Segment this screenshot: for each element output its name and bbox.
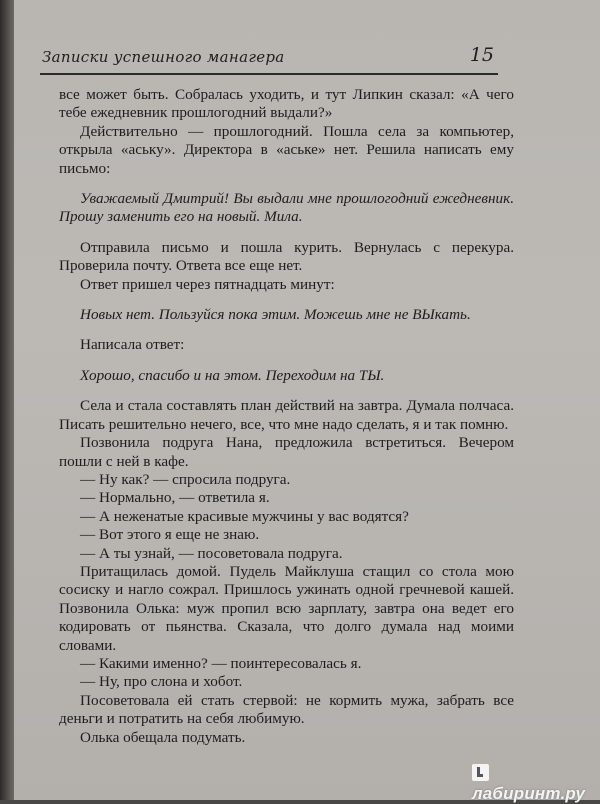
paragraph: Ответ пришел через пятнадцать минут:	[80, 275, 335, 293]
paragraph: Написала ответ:	[80, 336, 185, 354]
dialogue-line: — Ну, про слона и хобот.	[80, 673, 243, 691]
dialogue-line: — А ты узнай, — посоветовала подруга.	[80, 544, 343, 562]
dialogue-line: — Вот этого я еще не знаю.	[80, 526, 260, 544]
dialogue-line: — Нормально, — ответила я.	[80, 489, 270, 507]
paragraph: Притащилась домой. Пудель Майклуша стащил со стола мою сосиску и нагло сожрал. Пришлось ужинать одной гречневой кашей. Позвонила Олька: муж пропил всю зарплату, завтра она ведет его кодировать от пьянства. Сказала, что долго думала над моими словами.	[59, 562, 514, 654]
labirint-logo-icon	[472, 764, 489, 781]
paragraph: Позвонила подруга Нана, предложила встретиться. Вечером пошли с ней в кафе.	[59, 434, 514, 470]
paragraph: все может быть. Собралась уходить, и тут Липкин сказал: «А чего тебе ежедневник прошлогодний выдали?»	[59, 86, 514, 122]
italic-letter: Новых нет. Пользуйся пока этим. Можешь мне не ВЫкать.	[80, 306, 471, 324]
paragraph: Олька обещала подумать.	[80, 728, 246, 746]
page-number: 15	[469, 44, 494, 66]
paragraph: Села и стала составлять план действий на завтра. Думала полчаса. Писать решительно нечего, все, что мне надо сделать, я и так помню.	[59, 397, 514, 433]
watermark-text: лабиринт.ру	[472, 784, 586, 803]
watermark	[472, 764, 600, 804]
paragraph: Посоветовала ей стать стервой: не кормить мужа, забрать все деньги и потратить на себя любимую.	[59, 691, 514, 728]
header-rule	[40, 73, 498, 75]
dialogue-line: — А неженатые красивые мужчины у вас водятся?	[80, 507, 409, 525]
dialogue-line: — Какими именно? — поинтересовалась я.	[80, 654, 362, 672]
body-text	[59, 86, 514, 747]
italic-letter: Уважаемый Дмитрий! Вы выдали мне прошлогодний ежедневник. Прошу заменить его на новый. Мила.	[59, 190, 514, 226]
dialogue-line: — Ну как? — спросила подруга.	[80, 470, 291, 488]
book-edge	[0, 0, 14, 800]
italic-letter: Хорошо, спасибо и на этом. Переходим на ТЫ.	[80, 366, 385, 384]
paragraph: Отправила письмо и пошла курить. Вернулась с перекура. Проверила почту. Ответа все еще нет.	[59, 238, 514, 275]
running-title: Записки успешного манагера	[42, 48, 285, 66]
page-header	[40, 44, 494, 72]
paragraph: Действительно — прошлогодний. Пошла села за компьютер, открыла «аську». Директора в «аське» нет. Решила написать ему письмо:	[59, 122, 514, 177]
book-page	[14, 0, 600, 803]
